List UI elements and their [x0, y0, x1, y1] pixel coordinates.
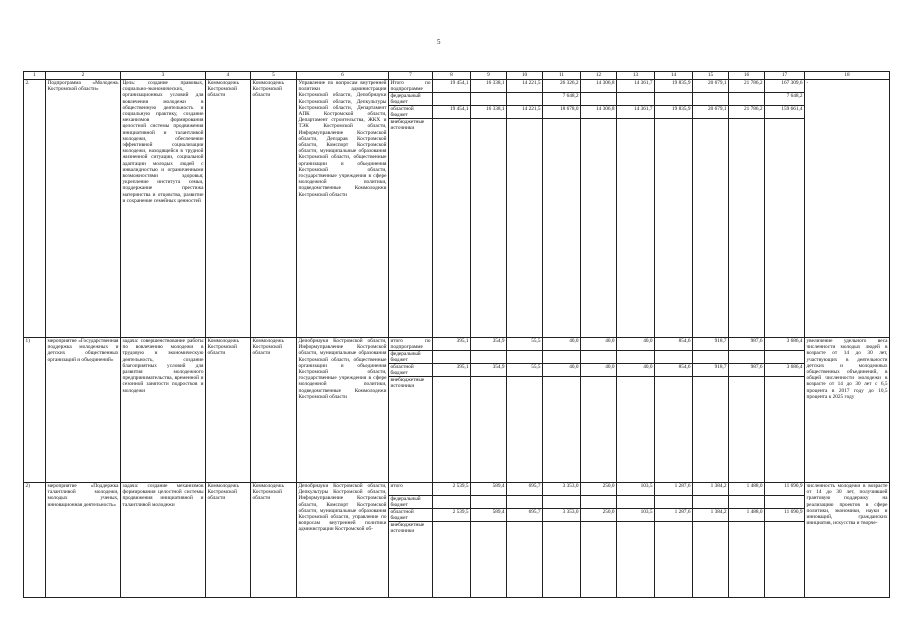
value-cell [581, 483, 617, 598]
column-number: 2 [46, 72, 121, 80]
column-number: 3 [121, 72, 206, 80]
funding-value: 21 786,2 [729, 80, 764, 93]
column-number: 12 [581, 72, 617, 80]
cell-col2: мероприятие «Государственная поддержка молодежных и детских общественных организаций и объединений» [46, 338, 121, 483]
value-cell [581, 80, 617, 338]
funding-value [581, 119, 616, 139]
funding-value: 19 454,1 [433, 106, 470, 119]
column-number: 4 [206, 72, 251, 80]
cell-col3: задача: создание механизмов формирования целостной системы продвижения инициативной и талантливой молодежи [121, 483, 206, 598]
funding-value [617, 377, 654, 397]
funding-value: 103,5 [617, 509, 654, 522]
funding-value [655, 93, 692, 106]
funding-source-label: внебюджетные источники [390, 377, 425, 390]
funding-value [433, 93, 470, 106]
funding-value: 3 353,0 [543, 509, 580, 522]
funding-value: 14 306,8 [581, 80, 616, 93]
funding-value: 103,5 [617, 483, 654, 496]
funding-value: 14 306,8 [581, 106, 616, 119]
column-number: 14 [655, 72, 693, 80]
funding-value: 2 539,5 [433, 483, 470, 496]
cell-col6: Депобрнауки Костромской области, Депкультуры Костромской области, Информуправление Костромской области, Комспорт Костромской области, муниципальные образования Костромской области, управление по вопросам внутренней политики администрации Костромской об- [297, 483, 389, 598]
cell-col1: 2. [24, 80, 46, 338]
value-cell [655, 338, 693, 483]
funding-value: 7 648,2 [765, 93, 804, 106]
funding-value: 21 786,2 [729, 106, 764, 119]
funding-value [507, 377, 542, 397]
value-cell [507, 483, 543, 598]
funding-value [433, 351, 470, 364]
column-number: 6 [297, 72, 389, 80]
funding-value [433, 119, 470, 139]
cell-col3: задача: совершенствование работы по вовлечению молодежи в трудовую и экономическую деятельность, создание благоприятных условий для развития молодежного предпринимательства, временной и сезонной занятости подростков и молодежи [121, 338, 206, 483]
value-cell [655, 483, 693, 598]
funding-value: 14 221,5 [507, 80, 542, 93]
value-cell [765, 80, 805, 338]
column-number: 9 [471, 72, 507, 80]
table-row [24, 483, 890, 598]
value-cell [471, 483, 507, 598]
column-number: 17 [765, 72, 805, 80]
value-cell [693, 80, 729, 338]
column-number: 18 [805, 72, 890, 80]
funding-value: 589,4 [471, 483, 506, 496]
funding-value: 3 686,4 [765, 364, 804, 377]
funding-source-label: внебюджетные источники [390, 119, 425, 132]
funding-value: 40,0 [617, 364, 654, 377]
funding-value: 19 835,9 [655, 80, 692, 93]
funding-source-label: федеральный бюджет [389, 351, 432, 364]
value-cell [693, 338, 729, 483]
value-cell [543, 338, 581, 483]
funding-value [433, 496, 470, 509]
header-row [24, 72, 890, 80]
funding-value [765, 522, 804, 542]
cell-col2: Подпрограмма «Молодежь Костромской области» [46, 80, 121, 338]
value-cell [693, 483, 729, 598]
funding-value: 11 690,9 [765, 509, 804, 522]
value-cell [507, 80, 543, 338]
funding-value [617, 496, 654, 509]
funding-value: 987,6 [729, 364, 764, 377]
funding-value [543, 377, 580, 397]
funding-value: 7 648,2 [543, 93, 580, 106]
value-cell [617, 80, 655, 338]
funding-value [693, 93, 728, 106]
value-cell [543, 483, 581, 598]
funding-source-label: итого [389, 483, 432, 496]
funding-value: 55,5 [507, 364, 542, 377]
funding-sources [389, 338, 433, 483]
funding-value: 26 326,2 [543, 80, 580, 93]
funding-value [543, 119, 580, 139]
value-cell [729, 80, 765, 338]
funding-value [433, 522, 470, 542]
funding-value [693, 119, 728, 139]
cell-col5: Коммолодежь Костромской области [251, 483, 297, 598]
funding-value: 1 287,6 [655, 483, 692, 496]
column-number: 11 [543, 72, 581, 80]
funding-value [507, 119, 542, 139]
funding-value [729, 377, 764, 397]
funding-value [581, 93, 616, 106]
funding-value [617, 522, 654, 542]
funding-value [433, 377, 470, 397]
funding-value: 3 353,0 [543, 483, 580, 496]
cell-col18: увеличение удельного веса численности молодых людей в возрасте от 14 до 30 лет, участвующих в деятельности детских и молодежных общественных объединений, в общей численности молодежи в возрасте от 14 до 30 лет с 6,5 процента в 2017 году до 10,5 процента к 2025 году [805, 338, 890, 483]
value-cell [581, 338, 617, 483]
cell-col18: - [805, 80, 890, 338]
cell-col4: Коммолодежь Костромской области [206, 483, 251, 598]
funding-value [581, 496, 616, 509]
funding-sources [389, 483, 433, 598]
funding-value: 16 338,1 [471, 106, 506, 119]
funding-value: 159 661,4 [765, 106, 804, 119]
funding-value [471, 351, 506, 364]
value-cell [433, 338, 471, 483]
funding-value: 354,9 [471, 364, 506, 377]
column-number: 5 [251, 72, 297, 80]
funding-value [617, 93, 654, 106]
funding-value [729, 119, 764, 139]
cell-col1: 1) [24, 338, 46, 483]
funding-value: 250,0 [581, 509, 616, 522]
cell-col6: Управление по вопросам внутренней политики администрации Костромской области, Депобрнауки Костромской области, Депкультуры Костромской области, Департамент АПК Костромской области, Департамент строительства, ЖКХ и ТЭК Костромской области, Информуправление Костромской области, Депздрав Костромской области, Комспорт Костромской области, муниципальные образования Костромской области, общественные организации и объединения Костромской области, государственные учреждения в сфере молодежной политики, подведомственные Коммолодежи Костромской области [297, 80, 389, 338]
funding-value: 14 361,7 [617, 80, 654, 93]
column-number: 8 [433, 72, 471, 80]
column-number: 15 [693, 72, 729, 80]
funding-value: 2 539,5 [433, 509, 470, 522]
funding-value [471, 93, 506, 106]
page-number: 5 [437, 38, 441, 46]
funding-value [617, 119, 654, 139]
funding-value [693, 351, 728, 364]
cell-col1: 2) [24, 483, 46, 598]
funding-value [729, 496, 764, 509]
cell-col6: Депобрнауки Костромской области, Информуправление Костромской области, муниципальные образования Костромской области, общественные организации и объединения Костромской области, государственные учреждения в сфере молодежной политики, подведомственные Коммолодежи Костромской области [297, 338, 389, 483]
funding-value [765, 119, 804, 139]
funding-source-label: областной бюджет [389, 106, 432, 119]
funding-value: 40,0 [543, 338, 580, 351]
funding-value: 14 221,5 [507, 106, 542, 119]
funding-value: 695,7 [507, 509, 542, 522]
funding-value: 11 690,9 [765, 483, 804, 496]
funding-source-label: внебюджетные источники [390, 522, 425, 535]
column-number: 10 [507, 72, 543, 80]
funding-value: 395,1 [433, 364, 470, 377]
funding-value [543, 522, 580, 542]
column-number: 13 [617, 72, 655, 80]
funding-value [729, 351, 764, 364]
funding-source-label: Итого по подпрограмме [390, 80, 431, 93]
table-row [24, 80, 890, 338]
funding-value: 40,0 [581, 364, 616, 377]
funding-value [655, 522, 692, 542]
column-number: 16 [729, 72, 765, 80]
funding-value: 16 338,1 [471, 80, 506, 93]
funding-value: 40,0 [543, 364, 580, 377]
funding-value [729, 93, 764, 106]
funding-value [507, 93, 542, 106]
value-cell [433, 80, 471, 338]
value-cell [471, 338, 507, 483]
funding-source-label: федеральный бюджет [389, 93, 432, 106]
funding-value: 14 361,7 [617, 106, 654, 119]
cell-col4: Коммолодежь Костромской области [206, 338, 251, 483]
cell-col5: Коммолодежь Костромской области [251, 80, 297, 338]
funding-sources [389, 80, 433, 338]
funding-value [507, 496, 542, 509]
funding-value: 395,1 [433, 338, 470, 351]
value-cell [433, 483, 471, 598]
column-number: 7 [389, 72, 433, 80]
funding-value: 1 488,0 [729, 509, 764, 522]
funding-value [543, 351, 580, 364]
cell-col2: мероприятие «Поддержка талантливой молодежи, молодых ученых, инновационная деятельность» [46, 483, 121, 598]
funding-value [581, 522, 616, 542]
cell-col4: Коммолодежь Костромской области [206, 80, 251, 338]
funding-value: 55,5 [507, 338, 542, 351]
column-number: 1 [24, 72, 46, 80]
funding-value: 918,7 [693, 364, 728, 377]
funding-value [655, 496, 692, 509]
funding-value [471, 377, 506, 397]
funding-value [765, 496, 804, 509]
funding-value [693, 496, 728, 509]
funding-source-label: областной бюджет [389, 509, 432, 522]
funding-value [507, 522, 542, 542]
funding-value [471, 522, 506, 542]
funding-value [543, 496, 580, 509]
funding-value [471, 496, 506, 509]
funding-value: 3 686,4 [765, 338, 804, 351]
funding-value [655, 377, 692, 397]
funding-value: 40,0 [617, 338, 654, 351]
funding-value: 19 454,1 [433, 80, 470, 93]
cell-col5: Коммолодежь Костромской области [251, 338, 297, 483]
value-cell [765, 338, 805, 483]
funding-value: 354,9 [471, 338, 506, 351]
funding-value: 1 488,0 [729, 483, 764, 496]
funding-value [693, 522, 728, 542]
value-cell [507, 338, 543, 483]
funding-value: 40,0 [581, 338, 616, 351]
funding-value: 1 384,2 [693, 509, 728, 522]
value-cell [617, 338, 655, 483]
funding-value [507, 351, 542, 364]
funding-value [693, 377, 728, 397]
funding-value: 20 679,1 [693, 106, 728, 119]
funding-value: 20 679,1 [693, 80, 728, 93]
funding-value: 250,0 [581, 483, 616, 496]
value-cell [617, 483, 655, 598]
funding-value: 1 287,6 [655, 509, 692, 522]
funding-value: 1 384,2 [693, 483, 728, 496]
cell-col3: Цель: создание правовых, социально-экономических, организационных условий для вовлечения молодежи в общественную деятельность и социальную практику, создание механизмов формирования целостной системы продвижения инициативной и талантливой молодежи, обеспечение эффективной социализации молодежи, находящейся в трудной жизненной ситуации, социальной адаптации молодых людей с инвалидностью и ограниченными возможностями здоровья; укрепление института семьи, поддержание престижа материнства и отцовства, развитие и сохранение семейных ценностей [121, 80, 206, 338]
funding-value: 167 309,6 [765, 80, 804, 93]
funding-value [765, 377, 804, 397]
funding-value [655, 351, 692, 364]
funding-value [471, 119, 506, 139]
funding-value [617, 351, 654, 364]
funding-value: 695,7 [507, 483, 542, 496]
funding-source-label: областной бюджет [389, 364, 432, 377]
value-cell [765, 483, 805, 598]
value-cell [471, 80, 507, 338]
funding-value: 987,6 [729, 338, 764, 351]
funding-value: 854,6 [655, 364, 692, 377]
funding-value: 19 835,9 [655, 106, 692, 119]
cell-col18: численность молодежи в возрасте от 14 до 30 лет, получившей грантовую поддержку на реализацию проектов в сфере политики, экономики, науки и инноваций, гражданских инициатив, искусства и творче- [805, 483, 890, 598]
funding-value: 918,7 [693, 338, 728, 351]
value-cell [729, 338, 765, 483]
funding-value [655, 119, 692, 139]
value-cell [729, 483, 765, 598]
value-cell [543, 80, 581, 338]
table-row [24, 338, 890, 483]
funding-source-label: итого по подпрограмме [390, 338, 431, 351]
value-cell [655, 80, 693, 338]
funding-value [581, 377, 616, 397]
funding-value: 18 678,0 [543, 106, 580, 119]
funding-value: 854,6 [655, 338, 692, 351]
funding-value [729, 522, 764, 542]
funding-value: 589,4 [471, 509, 506, 522]
funding-value [765, 351, 804, 364]
funding-source-label: федеральный бюджет [389, 496, 432, 509]
funding-value [581, 351, 616, 364]
program-table [23, 71, 890, 598]
